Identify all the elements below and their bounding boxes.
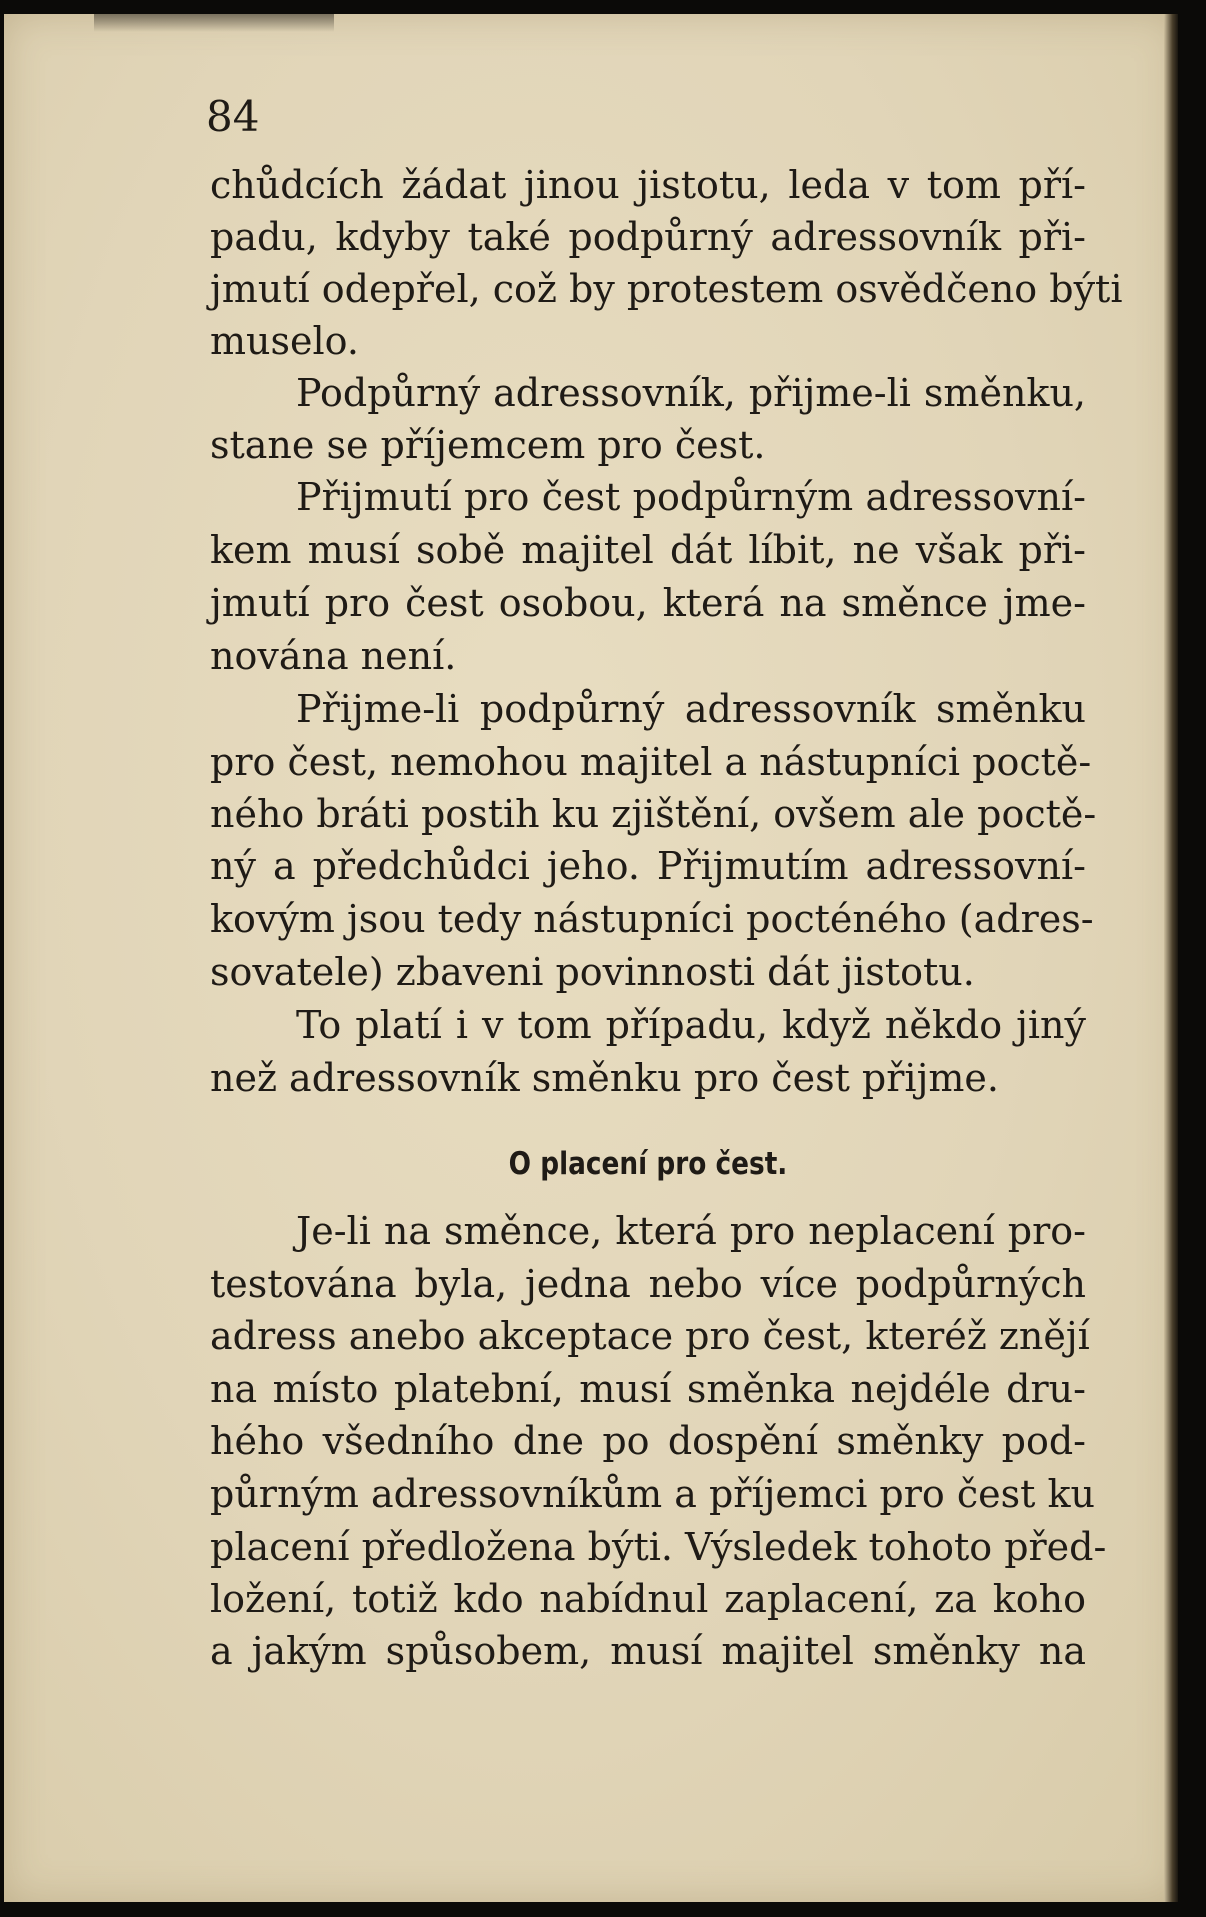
text-line: Je-li na směnce, která pro neplacení pro- bbox=[296, 1209, 1086, 1253]
text-line: jmutí odepřel, což by protestem osvědčeno býti bbox=[210, 267, 1123, 311]
text-line: než adressovník směnku pro čest přijme. bbox=[210, 1056, 999, 1100]
section-heading: O placení pro čest. bbox=[508, 1146, 788, 1182]
text-line: ložení, totiž kdo nabídnul zaplacení, za koho bbox=[210, 1577, 1086, 1621]
page-binding-edge bbox=[1164, 14, 1178, 1902]
text-line: ný a předchůdci jeho. Přijmutím adressovní- bbox=[210, 844, 1086, 888]
text-line: ného bráti postih ku zjištění, ovšem ale poctě- bbox=[210, 792, 1097, 836]
text-line: testována byla, jedna nebo více podpůrných bbox=[210, 1262, 1086, 1306]
page-smudge bbox=[94, 14, 334, 32]
text-line: kovým jsou tedy nástupníci pocténého (adres- bbox=[210, 897, 1094, 941]
page-number: 84 bbox=[206, 92, 260, 141]
text-line: pro čest, nemohou majitel a nástupníci poctě- bbox=[210, 740, 1092, 784]
text-line: adress anebo akceptace pro čest, kteréž znějí bbox=[210, 1314, 1090, 1358]
text-line: hého všedního dne po dospění směnky pod- bbox=[210, 1419, 1086, 1463]
text-line: sovatele) zbaveni povinnosti dát jistotu. bbox=[210, 950, 975, 994]
text-line: padu, kdyby také podpůrný adressovník při- bbox=[210, 215, 1086, 259]
text-line: placení předložena býti. Výsledek tohoto před- bbox=[210, 1525, 1107, 1569]
text-line: Podpůrný adressovník, přijme-li směnku, bbox=[296, 371, 1086, 415]
text-line: chůdcích žádat jinou jistotu, leda v tom pří- bbox=[210, 163, 1086, 207]
text-line: muselo. bbox=[210, 319, 359, 363]
text-line: Přijme-li podpůrný adressovník směnku bbox=[296, 687, 1086, 731]
text-line: a jakým spůsobem, musí majitel směnky na bbox=[210, 1629, 1086, 1673]
text-line: půrným adressovníkům a příjemci pro čest ku bbox=[210, 1472, 1096, 1516]
text-line: stane se příjemcem pro čest. bbox=[210, 423, 766, 467]
text-line: Přijmutí pro čest podpůrným adressovní- bbox=[296, 475, 1086, 519]
text-line: nována není. bbox=[210, 634, 457, 678]
text-line: jmutí pro čest osobou, která na směnce jme- bbox=[210, 581, 1086, 625]
text-line: na místo platební, musí směnka nejdéle dru- bbox=[210, 1367, 1086, 1411]
text-line: kem musí sobě majitel dát líbit, ne však při- bbox=[210, 528, 1086, 572]
text-line: To platí i v tom případu, když někdo jiný bbox=[296, 1003, 1086, 1047]
